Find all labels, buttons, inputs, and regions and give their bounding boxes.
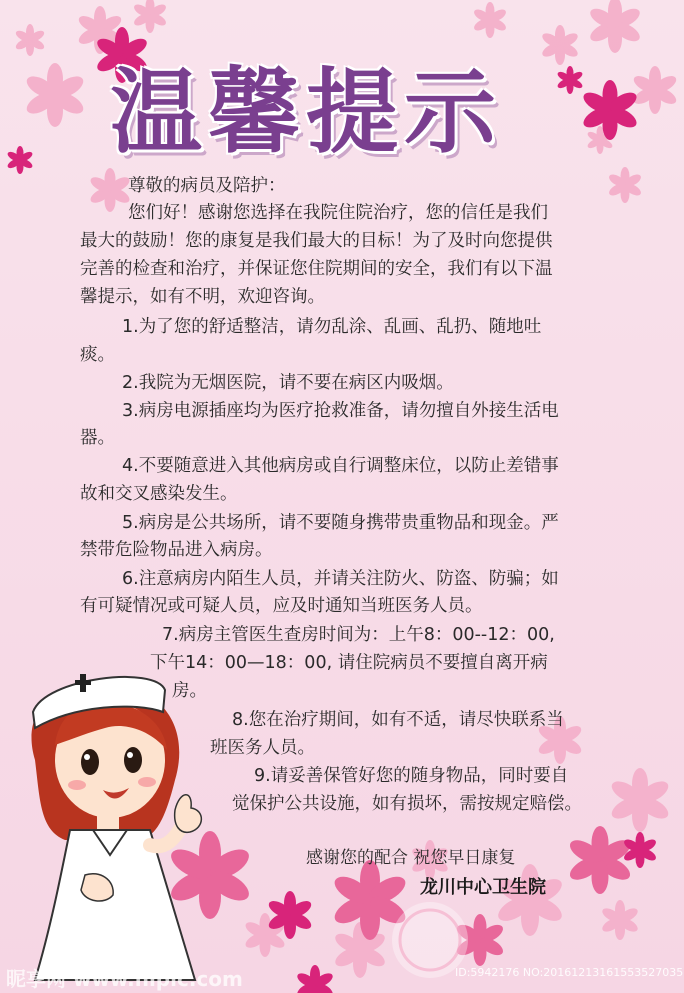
closing-line: 感谢您的配合 祝您早日康复 bbox=[306, 848, 516, 868]
tip-line: 8.您在治疗期间，如有不适，请尽快联系当 bbox=[232, 710, 564, 730]
intro-line: 最大的鼓励！您的康复是我们最大的目标！为了及时向您提供 bbox=[80, 231, 553, 251]
tip-line: 禁带危险物品进入病房。 bbox=[80, 540, 273, 560]
nurse-illustration bbox=[15, 650, 215, 990]
tip-line: 4.不要随意进入其他病房或自行调整床位，以防止差错事 bbox=[122, 456, 559, 476]
tip-line: 2.我院为无烟医院，请不要在病区内吸烟。 bbox=[122, 373, 454, 393]
tip-line: 故和交叉感染发生。 bbox=[80, 484, 238, 504]
tip-line: 下午14：00—18：00, 请住院病员不要擅自离开病 bbox=[150, 653, 548, 673]
tip-line: 3.病房电源插座均为医疗抢救准备，请勿擅自外接生活电 bbox=[122, 401, 559, 421]
tip-line: 班医务人员。 bbox=[210, 738, 315, 758]
tip-line: 9.请妥善保管好您的随身物品，同时要自 bbox=[254, 766, 569, 786]
intro-line: 完善的检查和治疗，并保证您住院期间的安全，我们有以下温 bbox=[80, 259, 553, 279]
tip-line: 1.为了您的舒适整洁，请勿乱涂、乱画、乱扔、随地吐 bbox=[122, 317, 542, 337]
tip-line: 7.病房主管医生查房时间为：上午8：00--12：00, bbox=[162, 625, 555, 645]
tip-line: 觉保护公共设施，如有损坏，需按规定赔偿。 bbox=[232, 794, 582, 814]
intro-line: 馨提示，如有不明，欢迎咨询。 bbox=[80, 287, 325, 307]
tip-line: 有可疑情况或可疑人员，应及时通知当班医务人员。 bbox=[80, 596, 483, 616]
tip-line: 6.注意病房内陌生人员，并请关注防火、防盗、防骗；如 bbox=[122, 569, 559, 589]
tip-line: 房。 bbox=[172, 681, 207, 701]
hospital-signature: 龙川中心卫生院 bbox=[420, 877, 546, 898]
poster-title: 温馨提示 bbox=[110, 59, 503, 166]
tip-line: 器。 bbox=[80, 428, 115, 448]
watermark-right: ID:5942176 NO:20161213161553527035 bbox=[455, 966, 684, 979]
intro-line: 您们好！感谢您选择在我院住院治疗，您的信任是我们 bbox=[128, 203, 548, 223]
tip-line: 5.病房是公共场所，请不要随身携带贵重物品和现金。严 bbox=[122, 513, 559, 533]
tip-line: 痰。 bbox=[80, 345, 115, 365]
salutation: 尊敬的病员及陪护： bbox=[128, 176, 286, 196]
watermark-left: 昵享网 www.nipic.com bbox=[6, 967, 243, 991]
